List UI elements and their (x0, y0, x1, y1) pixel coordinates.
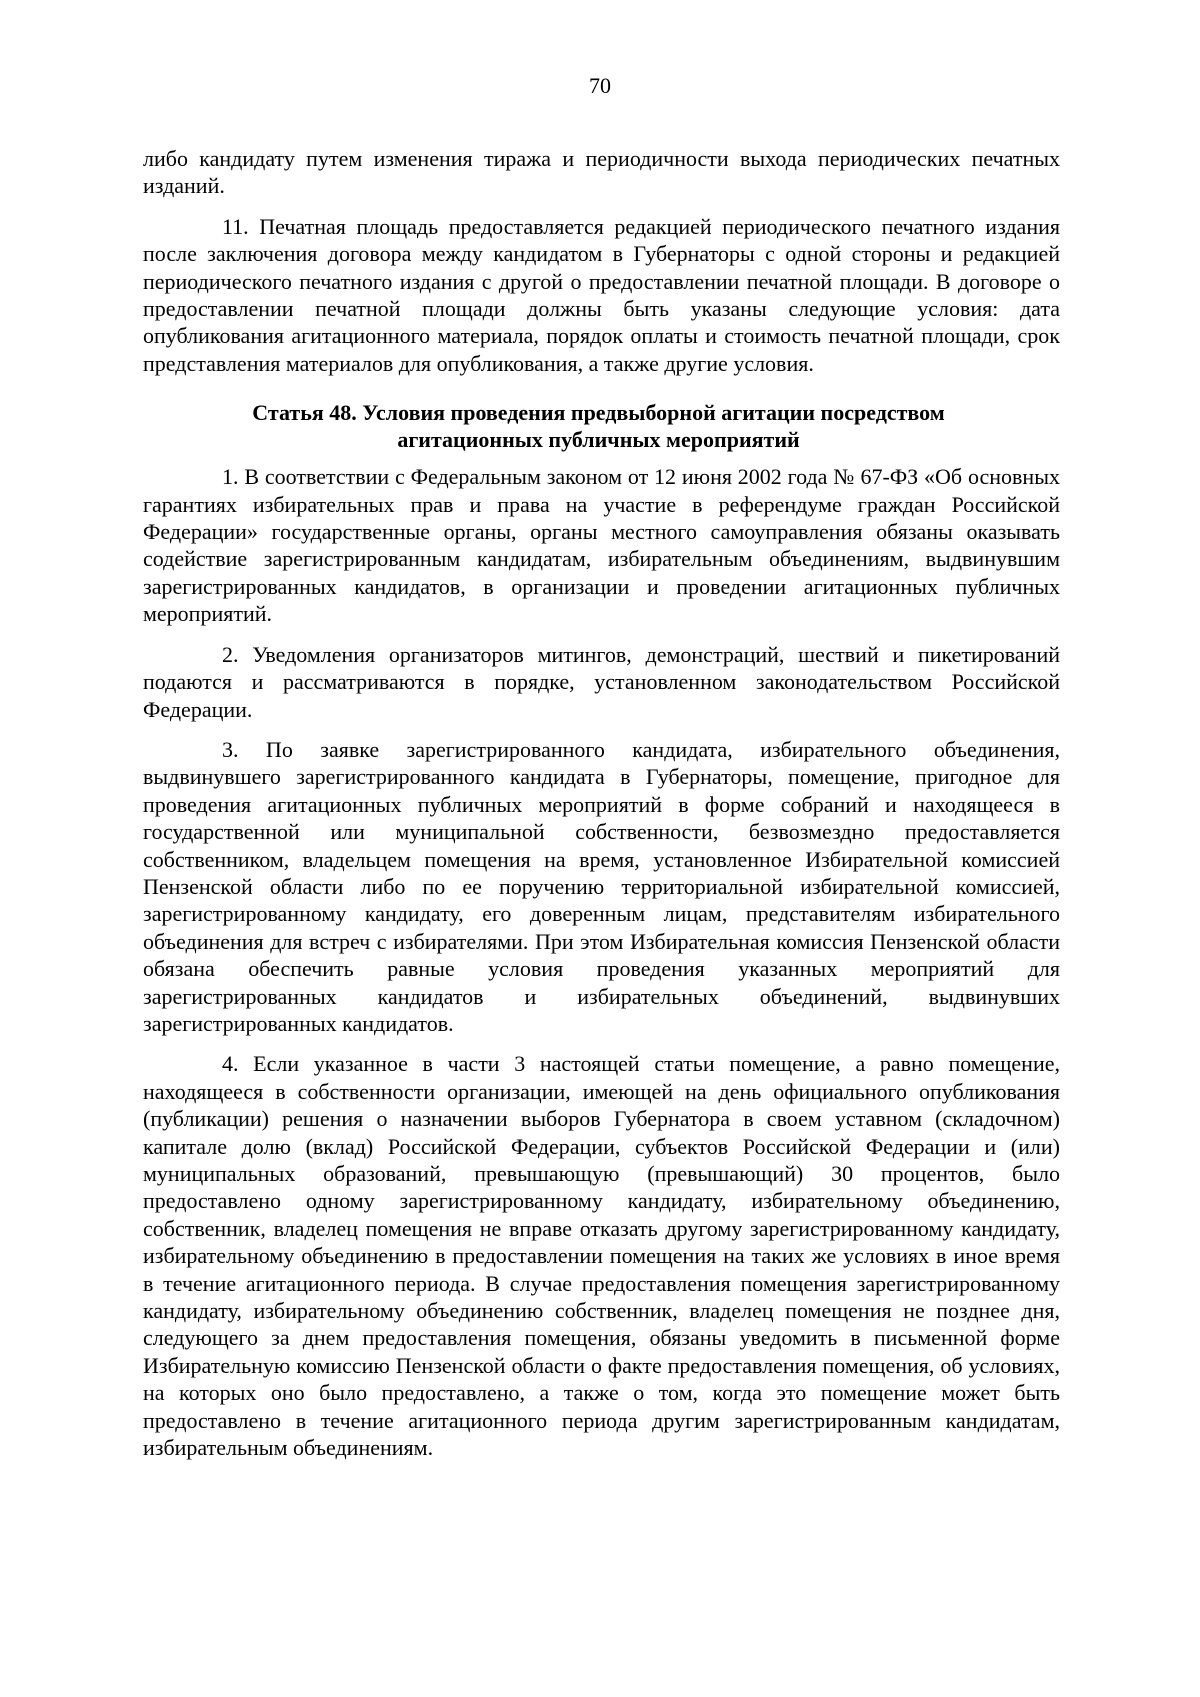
paragraph-item-11: 11. Печатная площадь предоставляется редакцией периодического печатного издания после заключения договора между кандидатом в Губернаторы с одной стороны и редакцией периодического печатного издания с другой о предоставлении печатной площади. В договоре о предоставлении печатной площади должны быть указаны следующие условия: дата опубликования агитационного материала, порядок оплаты и стоимость печатной площади, срок представления материалов для опубликования, а также другие условия. (143, 213, 1060, 376)
article-paragraph-3: 3. По заявке зарегистрированного кандидата, избирательного объединения, выдвинувшего зарегистрированного кандидата в Губернаторы, помещение, пригодное для проведения агитационных публичных мероприятий в форме собраний и находящееся в государственной или муниципальной собственности, безвозмездно предоставляется собственником, владельцем помещения на время, установленное Избирательной комиссией Пензенской области либо по ее поручению территориальной избирательной комиссией, зарегистрированному кандидату, его доверенным лицам, представителям избирательного объединения для встреч с избирателями. При этом Избирательная комиссия Пензенской области обязана обеспечить равные условия проведения указанных мероприятий для зарегистрированных кандидатов и избирательных объединений, выдвинувших зарегистрированных кандидатов. (143, 736, 1060, 1036)
article-paragraph-4: 4. Если указанное в части 3 настоящей статьи помещение, а равно помещение, находящееся в собственности организации, имеющей на день официального опубликования (публикации) решения о назначении выборов Губернатора в своем уставном (складочном) капитале долю (вклад) Российской Федерации, субъектов Российской Федерации и (или) муниципальных образований, превышающую (превышающий) 30 процентов, было предоставлено одному зарегистрированному кандидату, избирательному объединению, собственник, владелец помещения не вправе отказать другому зарегистрированному кандидату, избирательному объединению в предоставлении помещения на таких же условиях в иное время в течение агитационного периода. В случае предоставления помещения зарегистрированному кандидату, избирательному объединению собственник, владелец помещения не позднее дня, следующего за днем предоставления помещения, обязаны уведомить в письменной форме Избирательную комиссию Пензенской области о факте предоставления помещения, об условиях, на которых оно было предоставлено, а также о том, когда это помещение может быть предоставлено в течение агитационного периода другим зарегистрированным кандидатам, избирательным объединениям. (143, 1051, 1060, 1461)
article-title (143, 399, 1060, 453)
page-number: 70 (589, 73, 611, 98)
paragraph-continuation: либо кандидату путем изменения тиража и периодичности выхода периодических печатных изданий. (143, 146, 1060, 199)
article-paragraph-1: 1. В соответствии с Федеральным законом от 12 июня 2002 года № 67-ФЗ «Об основных гарантиях избирательных прав и права на участие в референдуме граждан Российской Федерации» государственные органы, органы местного самоуправления обязаны оказывать содействие зарегистрированным кандидатам, избирательным объединениям, выдвинувшим зарегистрированных кандидатов, в организации и проведении агитационных публичных мероприятий. (143, 464, 1060, 627)
article-title-line-1: Статья 48. Условия проведения предвыборной агитации посредством (252, 400, 945, 426)
document-body (143, 145, 1060, 1474)
article-paragraph-2: 2. Уведомления организаторов митингов, демонстраций, шествий и пикетирований подаются и рассматриваются в порядке, установленном законодательством Российской Федерации. (143, 641, 1060, 722)
article-title-line-2: агитационных публичных мероприятий (397, 427, 800, 453)
